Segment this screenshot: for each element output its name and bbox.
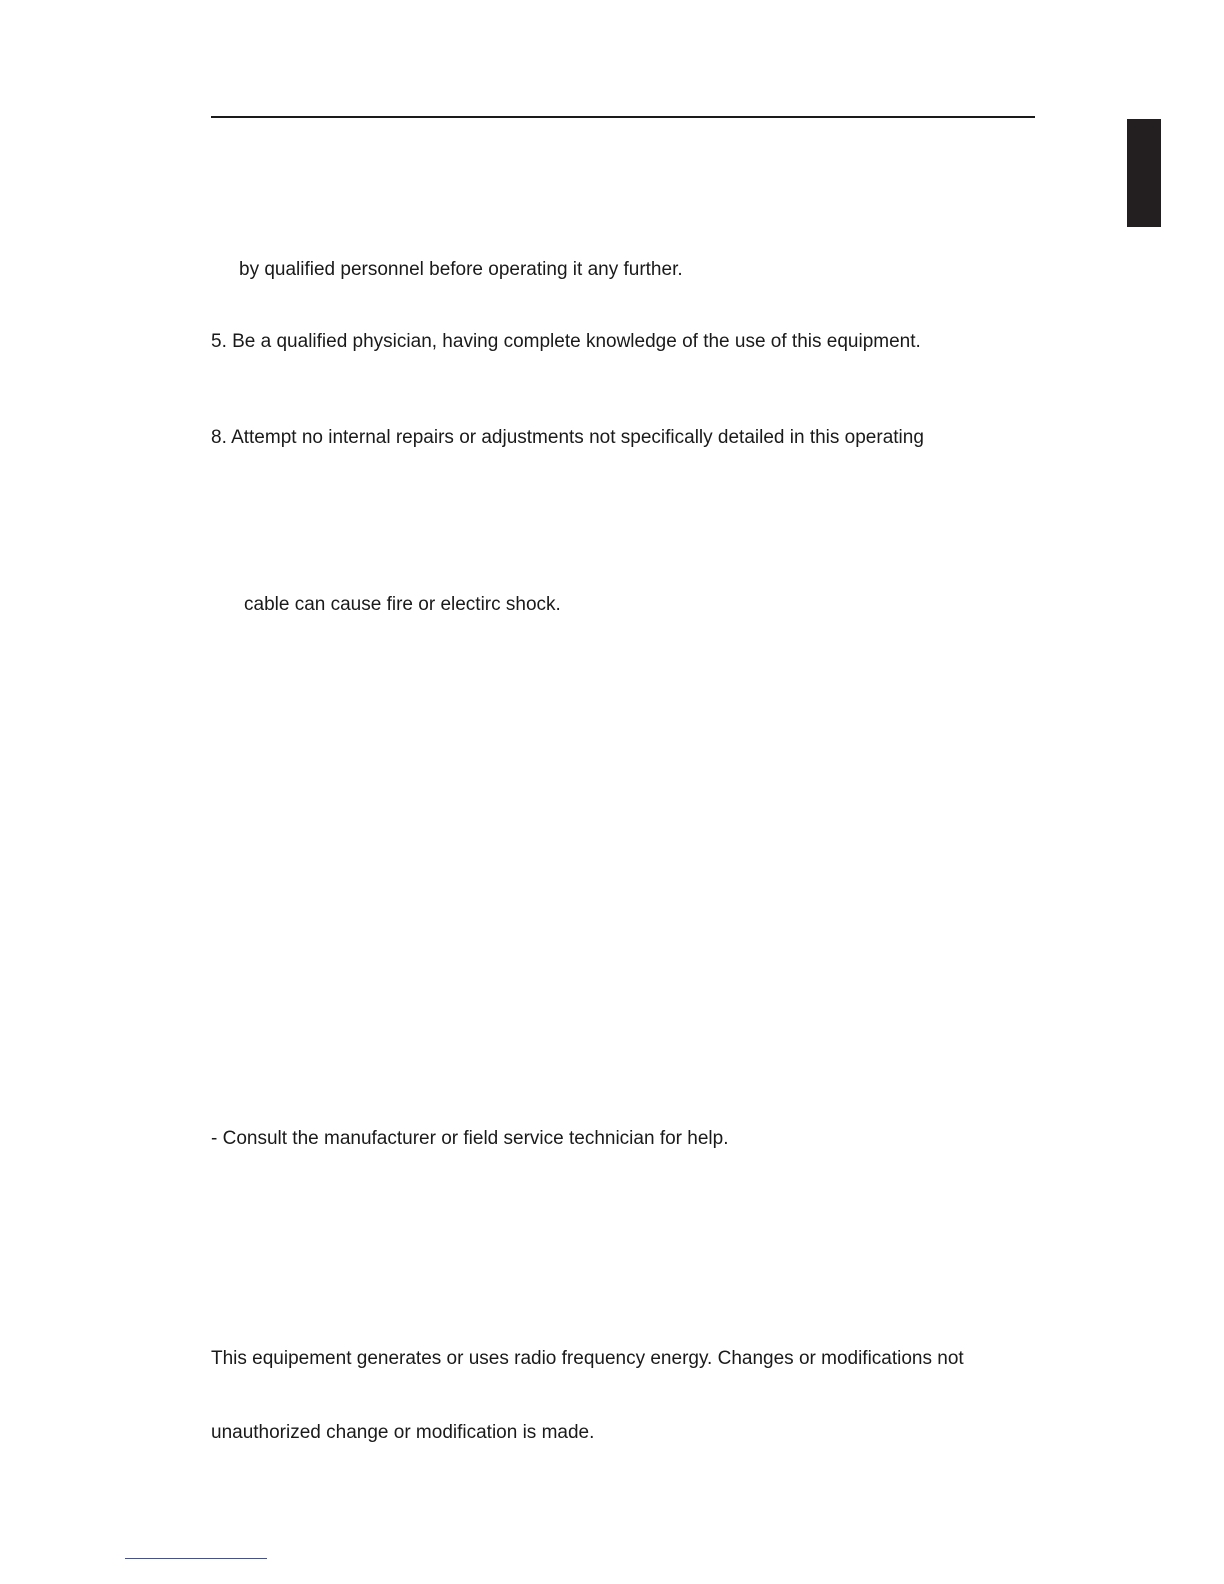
text-line-item-8: 8. Attempt no internal repairs or adjustments not specifically detailed in this operating — [211, 427, 924, 448]
text-line-cable: cable can cause fire or electirc shock. — [244, 594, 561, 615]
footnote-rule — [125, 1558, 267, 1559]
text-line-unauthorized: unauthorized change or modification is made. — [211, 1422, 595, 1443]
text-line-consult: - Consult the manufacturer or field service technician for help. — [211, 1128, 729, 1149]
text-line-qualified-personnel: by qualified personnel before operating it any further. — [239, 259, 683, 280]
header-rule — [211, 116, 1035, 118]
text-line-rf-energy: This equipement generates or uses radio frequency energy. Changes or modifications not — [211, 1348, 964, 1369]
section-tab-marker — [1127, 119, 1161, 227]
text-line-item-5: 5. Be a qualified physician, having complete knowledge of the use of this equipment. — [211, 331, 921, 352]
